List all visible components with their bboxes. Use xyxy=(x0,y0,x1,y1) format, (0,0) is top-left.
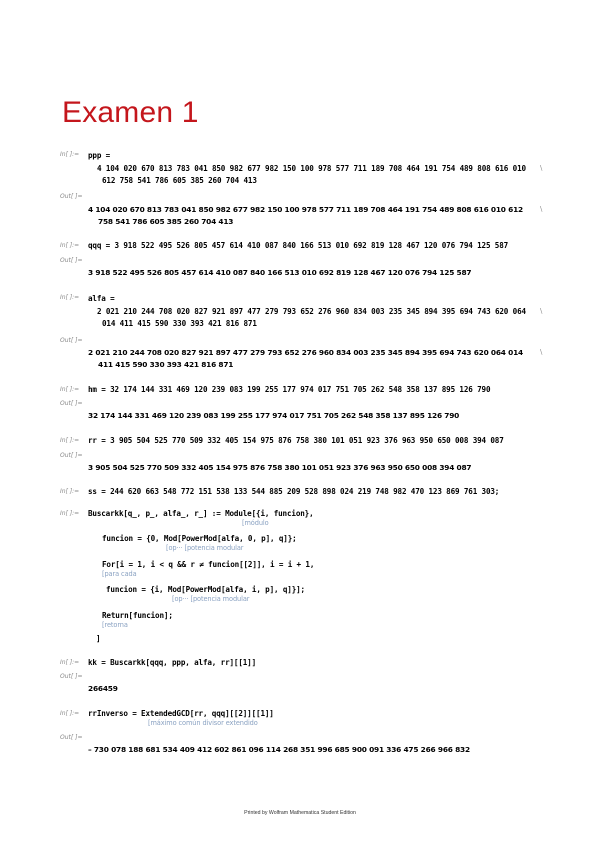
ppp-output-line-1: 4 104 020 670 813 783 041 850 982 677 982 150 100 978 577 711 189 708 464 191 754 489 808 616 010 612 xyxy=(88,205,523,214)
ppp-output-line-2: 758 541 786 605 385 260 704 413 xyxy=(98,217,234,226)
out-label-kk: Out[ ]= xyxy=(60,673,83,680)
line-continuation-mark: \ xyxy=(540,205,543,213)
buscarkk-line-3[interactable]: For[i = 1, i < q && r ≠ funcion[[2]], i = i + 1, xyxy=(102,560,315,569)
qqq-output: 3 918 522 495 526 805 457 614 410 087 840 166 513 010 692 819 128 467 120 076 794 125 587 xyxy=(88,268,472,277)
usage-hint-modulo: [módulo xyxy=(242,519,269,527)
in-label-alfa: In[ ]:= xyxy=(60,294,80,301)
usage-hint-potencia-modular: [op··· [potencia modular xyxy=(166,544,244,552)
out-label-ppp: Out[ ]= xyxy=(60,193,83,200)
in-label-ss: In[ ]:= xyxy=(60,488,80,495)
usage-hint-extended-gcd: [máximo común divisor extendido xyxy=(148,719,258,727)
kk-output: 266459 xyxy=(88,684,118,693)
buscarkk-line-2[interactable]: funcion = {0, Mod[PowerMod[alfa, 0, p], q]}; xyxy=(102,534,297,543)
usage-hint-retorna: [retorna xyxy=(102,621,128,629)
out-label-qqq: Out[ ]= xyxy=(60,257,83,264)
in-label-buscarkk: In[ ]:= xyxy=(60,510,80,517)
out-label-hm: Out[ ]= xyxy=(60,400,83,407)
rr-output: 3 905 504 525 770 509 332 405 154 975 876 758 380 101 051 923 376 963 950 650 008 394 087 xyxy=(88,463,472,472)
alfa-input-line-3[interactable]: 014 411 415 590 330 393 421 816 871 xyxy=(102,319,257,328)
usage-hint-potencia-modular: [op··· [potencia modular xyxy=(172,595,250,603)
line-continuation-mark: \ xyxy=(540,164,543,172)
ppp-input-line-2[interactable]: 4 104 020 670 813 783 041 850 982 677 982 150 100 978 577 711 189 708 464 191 754 489 808 616 010 xyxy=(97,164,526,173)
usage-hint-para-cada: [para cada xyxy=(102,570,137,578)
page-title: Examen 1 xyxy=(62,96,199,129)
alfa-input-line-1[interactable]: alfa = xyxy=(88,294,115,303)
rrinverso-output: – 730 078 188 681 534 409 412 602 861 096 114 268 351 996 685 900 091 336 475 266 966 832 xyxy=(88,745,470,754)
out-label-rrinverso: Out[ ]= xyxy=(60,734,83,741)
buscarkk-line-1[interactable]: Buscarkk[q_, p_, alfa_, r_] := Module[{i, funcion}, xyxy=(88,509,314,518)
buscarkk-line-6[interactable]: ] xyxy=(96,634,101,643)
buscarkk-line-5[interactable]: Return[funcion]; xyxy=(102,611,173,620)
in-label-ppp: In[ ]:= xyxy=(60,151,80,158)
out-label-rr: Out[ ]= xyxy=(60,452,83,459)
kk-input[interactable]: kk = Buscarkk[qqq, ppp, alfa, rr][[1]] xyxy=(88,658,257,667)
ss-input[interactable]: ss = 244 620 663 548 772 151 538 133 544 885 209 528 898 024 219 748 982 470 123 869 761 303; xyxy=(88,487,500,496)
ppp-input-line-1[interactable]: ppp = xyxy=(88,151,111,160)
in-label-hm: In[ ]:= xyxy=(60,386,80,393)
in-label-qqq: In[ ]:= xyxy=(60,242,80,249)
line-continuation-mark: \ xyxy=(540,307,543,315)
ppp-input-line-3[interactable]: 612 758 541 786 605 385 260 704 413 xyxy=(102,176,257,185)
hm-output: 32 174 144 331 469 120 239 083 199 255 177 974 017 751 705 262 548 358 137 895 126 790 xyxy=(88,411,460,420)
alfa-input-line-2[interactable]: 2 021 210 244 708 020 827 921 897 477 279 793 652 276 960 834 003 235 345 894 395 694 743 620 064 xyxy=(97,307,526,316)
print-footer: Printed by Wolfram Mathematica Student Edition xyxy=(244,810,356,816)
alfa-output-line-1: 2 021 210 244 708 020 827 921 897 477 279 793 652 276 960 834 003 235 345 894 395 694 743 620 064 014 xyxy=(88,348,523,357)
line-continuation-mark: \ xyxy=(540,348,543,356)
buscarkk-line-4[interactable]: funcion = {i, Mod[PowerMod[alfa, i, p], q]}]; xyxy=(106,585,305,594)
out-label-alfa: Out[ ]= xyxy=(60,337,83,344)
in-label-rr: In[ ]:= xyxy=(60,437,80,444)
in-label-rrinverso: In[ ]:= xyxy=(60,710,80,717)
hm-input[interactable]: hm = 32 174 144 331 469 120 239 083 199 255 177 974 017 751 705 262 548 358 137 895 126 790 xyxy=(88,385,491,394)
rrinverso-input[interactable]: rrInverso = ExtendedGCD[rr, qqq][[2]][[1]] xyxy=(88,709,274,718)
alfa-output-line-2: 411 415 590 330 393 421 816 871 xyxy=(98,360,234,369)
rr-input[interactable]: rr = 3 905 504 525 770 509 332 405 154 975 876 758 380 101 051 923 376 963 950 650 008 394 087 xyxy=(88,436,504,445)
in-label-kk: In[ ]:= xyxy=(60,659,80,666)
qqq-input[interactable]: qqq = 3 918 522 495 526 805 457 614 410 087 840 166 513 010 692 819 128 467 120 076 794 125 587 xyxy=(88,241,509,250)
